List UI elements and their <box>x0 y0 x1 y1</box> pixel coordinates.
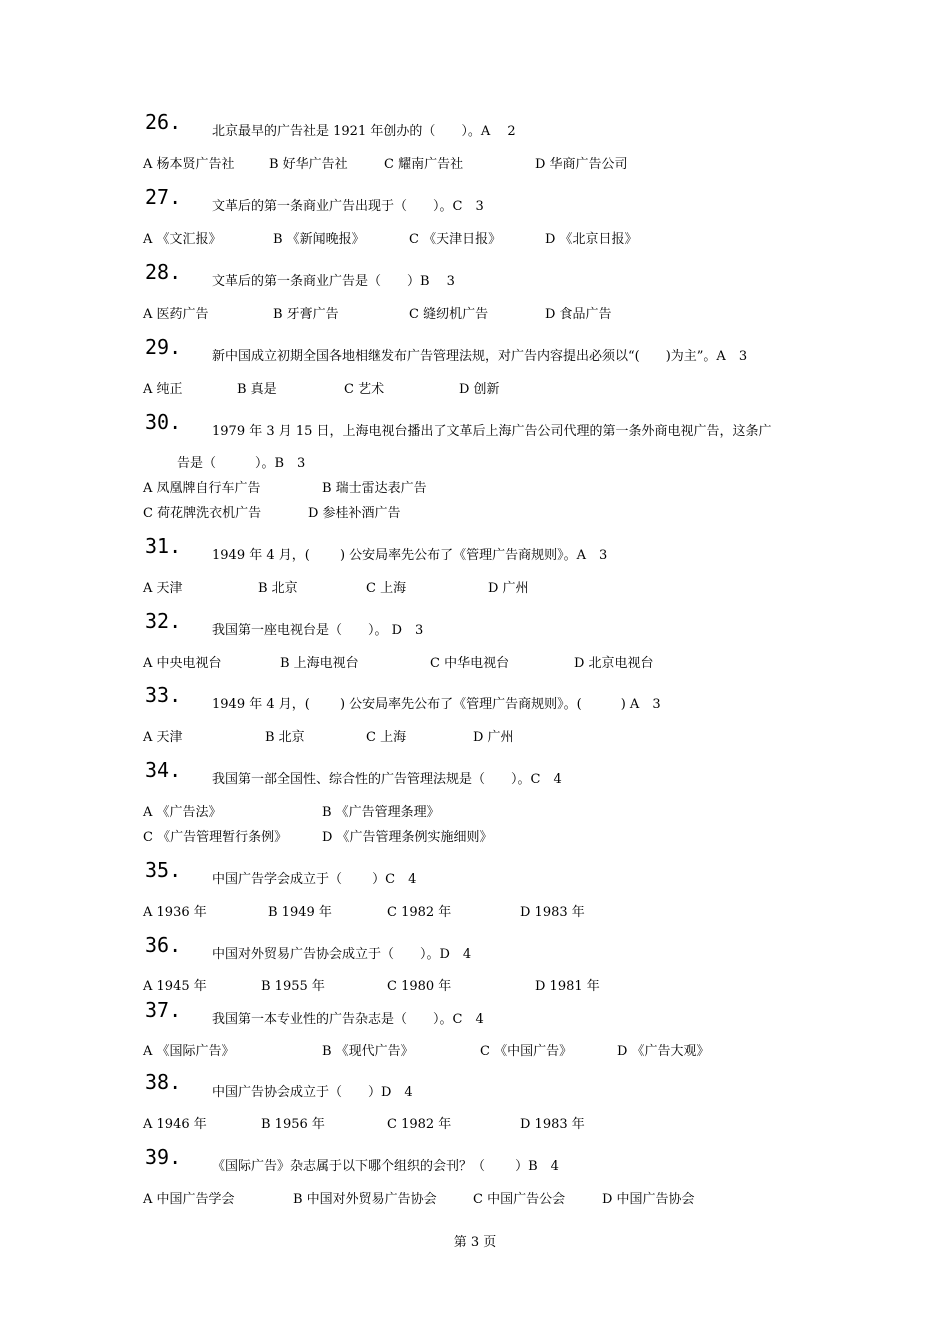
option-b: B 中国对外贸易广告协会 <box>293 1192 437 1207</box>
option-a: A 中国广告学会 <box>143 1192 235 1207</box>
question-text: 中国广告协会成立于（ ）D 4 <box>212 1085 413 1100</box>
question-number: 39. <box>145 1145 182 1169</box>
options-row <box>143 506 843 522</box>
option-a: A 医药广告 <box>143 307 209 322</box>
question-number: 30. <box>145 410 182 434</box>
option-b: B 《广告管理条理》 <box>322 805 440 820</box>
option-a: A 《广告法》 <box>143 805 222 820</box>
option-d: D 《广告管理条例实施细则》 <box>322 830 493 845</box>
option-d: D 1983 年 <box>520 1117 585 1132</box>
option-a: A 天津 <box>143 730 183 745</box>
question-number: 36. <box>145 933 182 957</box>
option-c: C 1980 年 <box>387 979 452 994</box>
question-text: 我国第一部全国性、综合性的广告管理法规是（ ）。C 4 <box>212 772 562 787</box>
option-d: D 创新 <box>459 382 500 397</box>
option-b: B 瑞士雷达表广告 <box>322 481 427 496</box>
option-a: A 1946 年 <box>143 1117 207 1132</box>
question-number: 26. <box>145 110 182 134</box>
options-row <box>143 1117 843 1133</box>
options-row <box>143 805 843 821</box>
question-text: 我国第一座电视台是（ ）。 D 3 <box>212 623 424 638</box>
option-d: D 食品广告 <box>545 307 612 322</box>
option-b: B 1949 年 <box>268 905 332 920</box>
question-text: 文革后的第一条商业广告是（ ）B 3 <box>212 274 455 289</box>
option-b: B 真是 <box>237 382 277 397</box>
options-row <box>143 1192 843 1208</box>
question-text: 中国广告学会成立于（ ）C 4 <box>212 872 417 887</box>
option-c: C 中华电视台 <box>430 656 510 671</box>
options-row <box>143 1044 843 1060</box>
option-a: A 《文汇报》 <box>143 232 222 247</box>
option-a: A 凤凰牌自行车广告 <box>143 481 261 496</box>
option-c: C 荷花牌洗衣机广告 <box>143 506 262 521</box>
question-number: 32. <box>145 609 182 633</box>
option-b: B 《现代广告》 <box>322 1044 414 1059</box>
option-d: D 广州 <box>488 581 529 596</box>
option-c: C 《中国广告》 <box>480 1044 573 1059</box>
option-b: B 北京 <box>265 730 305 745</box>
question-text: 我国第一本专业性的广告杂志是（ ）。C 4 <box>212 1012 484 1027</box>
option-b: B 好华广告社 <box>269 157 348 172</box>
options-row <box>143 979 843 995</box>
option-a: A 中央电视台 <box>143 656 222 671</box>
question-text: 新中国成立初期全国各地相继发布广告管理法规，对广告内容提出必须以“( )为主”。A 3 <box>212 349 748 364</box>
question-number: 34. <box>145 758 182 782</box>
option-c: C 《广告管理暂行条例》 <box>143 830 288 845</box>
option-c: C 缝纫机广告 <box>409 307 489 322</box>
option-c: C 中国广告公会 <box>473 1192 566 1207</box>
option-c: C 耀南广告社 <box>384 157 464 172</box>
question-number: 31. <box>145 534 182 558</box>
option-b: B 牙膏广告 <box>273 307 339 322</box>
question-text: 《国际广告》杂志属于以下哪个组织的会刊？（ ）B 4 <box>212 1159 559 1174</box>
option-d: D 华商广告公司 <box>535 157 628 172</box>
option-a: A 1945 年 <box>143 979 207 994</box>
options-row <box>143 730 843 746</box>
option-d: D 中国广告协会 <box>602 1192 695 1207</box>
option-d: D 《北京日报》 <box>545 232 638 247</box>
option-a: A 纯正 <box>143 382 183 397</box>
options-row <box>143 307 843 323</box>
question-number: 29. <box>145 335 182 359</box>
option-d: D 广州 <box>473 730 514 745</box>
option-a: A 《国际广告》 <box>143 1044 235 1059</box>
options-row <box>143 481 843 497</box>
option-c: C 上海 <box>366 730 407 745</box>
option-b: B 上海电视台 <box>280 656 359 671</box>
page-number: 第 3 页 <box>453 1235 497 1250</box>
option-b: B 1956 年 <box>261 1117 325 1132</box>
option-a: A 天津 <box>143 581 183 596</box>
question-number: 38. <box>145 1070 182 1094</box>
question-text: 北京最早的广告社是 1921 年创办的（ ）。A 2 <box>212 124 516 139</box>
options-row <box>143 157 843 173</box>
option-a: A 1936 年 <box>143 905 207 920</box>
options-row <box>143 656 843 672</box>
option-d: D 北京电视台 <box>574 656 654 671</box>
question-number: 27. <box>145 185 182 209</box>
options-row <box>143 232 843 248</box>
option-d: D 参桂补酒广告 <box>308 506 401 521</box>
option-b: B 《新闻晚报》 <box>273 232 365 247</box>
option-d: D 1983 年 <box>520 905 585 920</box>
option-d: D 《广告大观》 <box>617 1044 710 1059</box>
question-text: 1949 年 4 月，( ) 公安局率先公布了《管理广告商规则》。A 3 <box>212 548 608 563</box>
option-c: C 1982 年 <box>387 1117 452 1132</box>
question-text: 中国对外贸易广告协会成立于（ ）。D 4 <box>212 947 472 962</box>
options-row <box>143 905 843 921</box>
question-number: 35. <box>145 858 182 882</box>
question-text: 文革后的第一条商业广告出现于（ ）。C 3 <box>212 199 484 214</box>
options-row <box>143 830 843 846</box>
question-text-continued: 告是（ ）。B 3 <box>177 456 306 471</box>
question-number: 37. <box>145 998 182 1022</box>
question-text: 1949 年 4 月，( ) 公安局率先公布了《管理广告商规则》。( ) A 3 <box>212 697 661 712</box>
question-number: 33. <box>145 683 182 707</box>
option-b: B 1955 年 <box>261 979 325 994</box>
question-text: 1979 年 3 月 15 日，上海电视台播出了文革后上海广告公司代理的第一条外商电视广告，这条广 <box>212 424 772 439</box>
option-d: D 1981 年 <box>535 979 600 994</box>
options-row <box>143 382 843 398</box>
option-a: A 杨本贤广告社 <box>143 157 235 172</box>
option-b: B 北京 <box>258 581 298 596</box>
option-c: C 上海 <box>366 581 407 596</box>
option-c: C 艺术 <box>344 382 385 397</box>
option-c: C 《天津日报》 <box>409 232 502 247</box>
question-number: 28. <box>145 260 182 284</box>
options-row <box>143 581 843 597</box>
option-c: C 1982 年 <box>387 905 452 920</box>
